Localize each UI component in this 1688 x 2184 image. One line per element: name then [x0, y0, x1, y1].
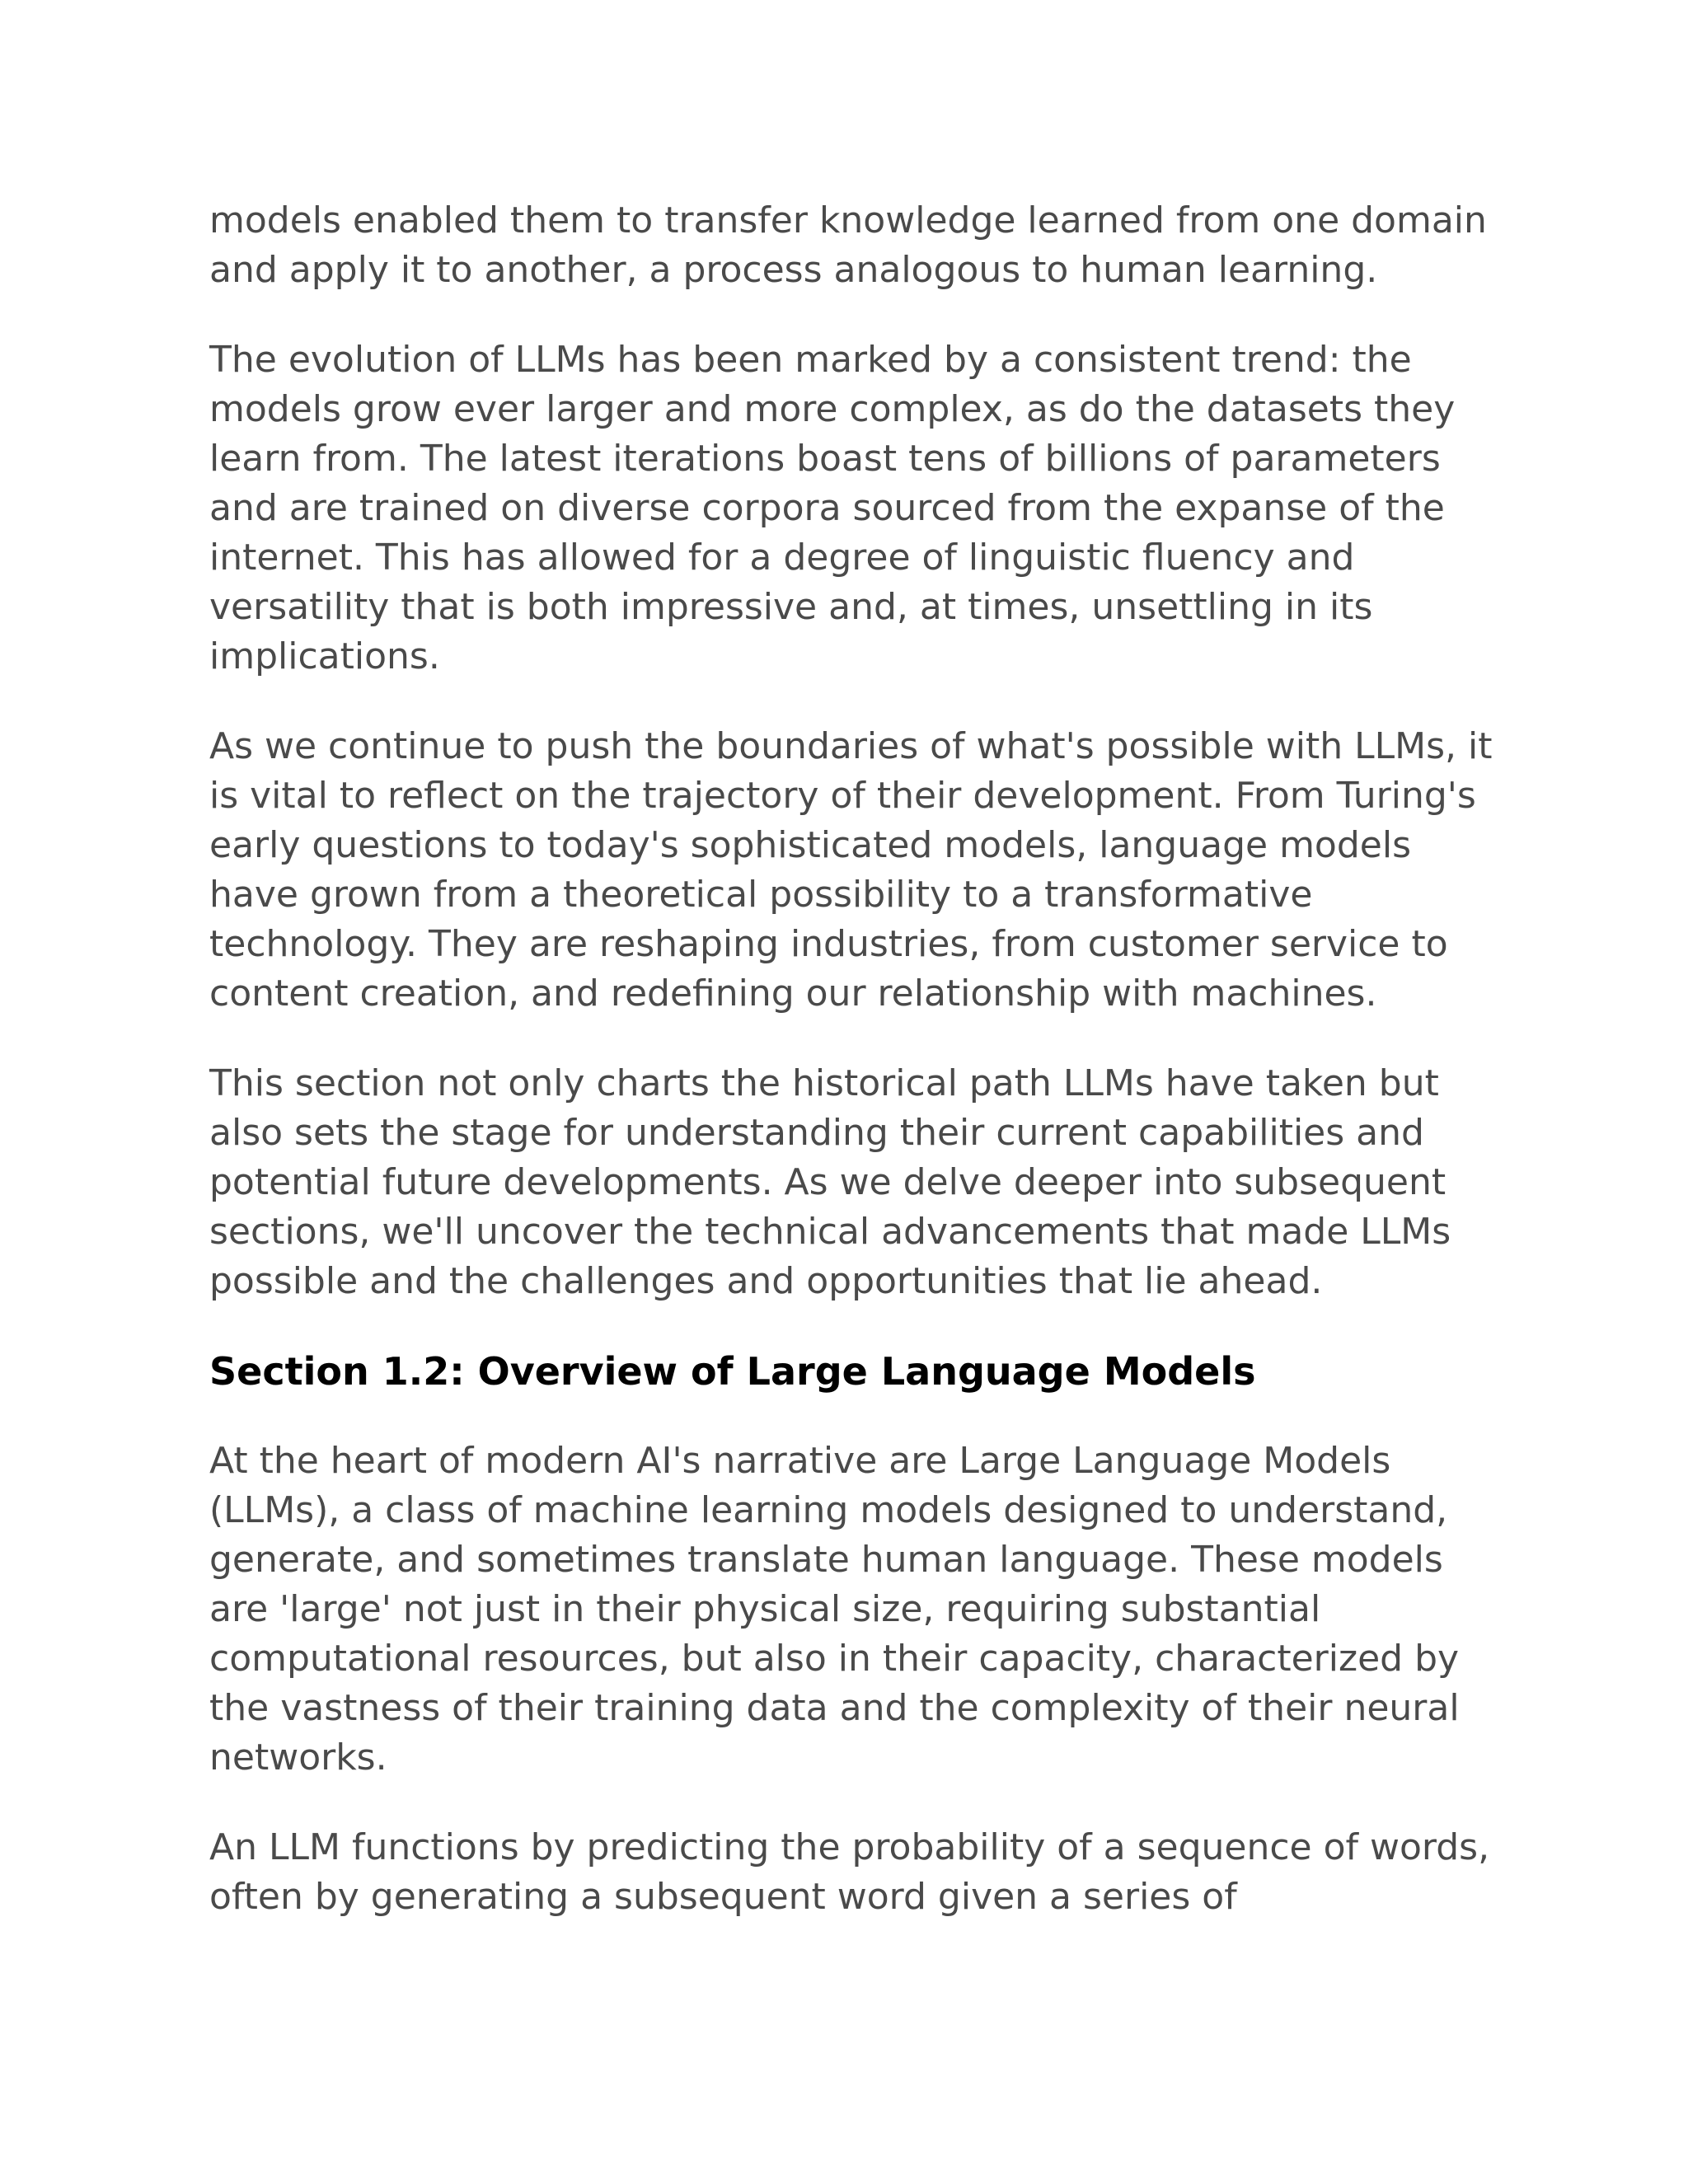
section-heading: Section 1.2: Overview of Large Language Models — [209, 1349, 1256, 1394]
paragraph-llm-overview: At the heart of modern AI's narrative are Large Language Models (LLMs), a class of machine learning models designed to understand, generate, and sometimes translate human language. These models are 'large' not just in their physical size, requiring substantial computational resources, but also in their capacity, characterized by the vastness of their training data and the complexity of their neural networks. — [209, 1440, 1460, 1779]
document-body — [209, 196, 1495, 1962]
paragraph-evolution: The evolution of LLMs has been marked by a consistent trend: the models grow ever larger and more complex, as do the datasets they learn from. The latest iterations boast tens of billions of parameters and are trained on diverse corpora sourced from the expanse of the internet. This has allowed for a degree of linguistic fluency and versatility that is both impressive and, at times, unsettling in its implications. — [209, 339, 1456, 677]
paragraph-trajectory: As we continue to push the boundaries of what's possible with LLMs, it is vital to reflect on the trajectory of their development. From Turing's early questions to today's sophisticated models, language models have grown from a theoretical possibility to a transformative technology. They are reshaping industries, from customer service to content creation, and redefining our relationship with machines. — [209, 725, 1493, 1015]
paragraph-section-summary: This section not only charts the historical path LLMs have taken but also sets the stage for understanding their current capabilities and potential future developments. As we delve deeper into subsequent sections, we'll uncover the technical advancements that made LLMs possible and the challenges and opportunities that lie ahead. — [209, 1062, 1451, 1302]
paragraph-llm-function: An LLM functions by predicting the probability of a sequence of words, often by generating a subsequent word given a series of — [209, 1826, 1490, 1918]
paragraph-continued: models enabled them to transfer knowledge learned from one domain and apply it to another, a process analogous to human learning. — [209, 199, 1487, 291]
